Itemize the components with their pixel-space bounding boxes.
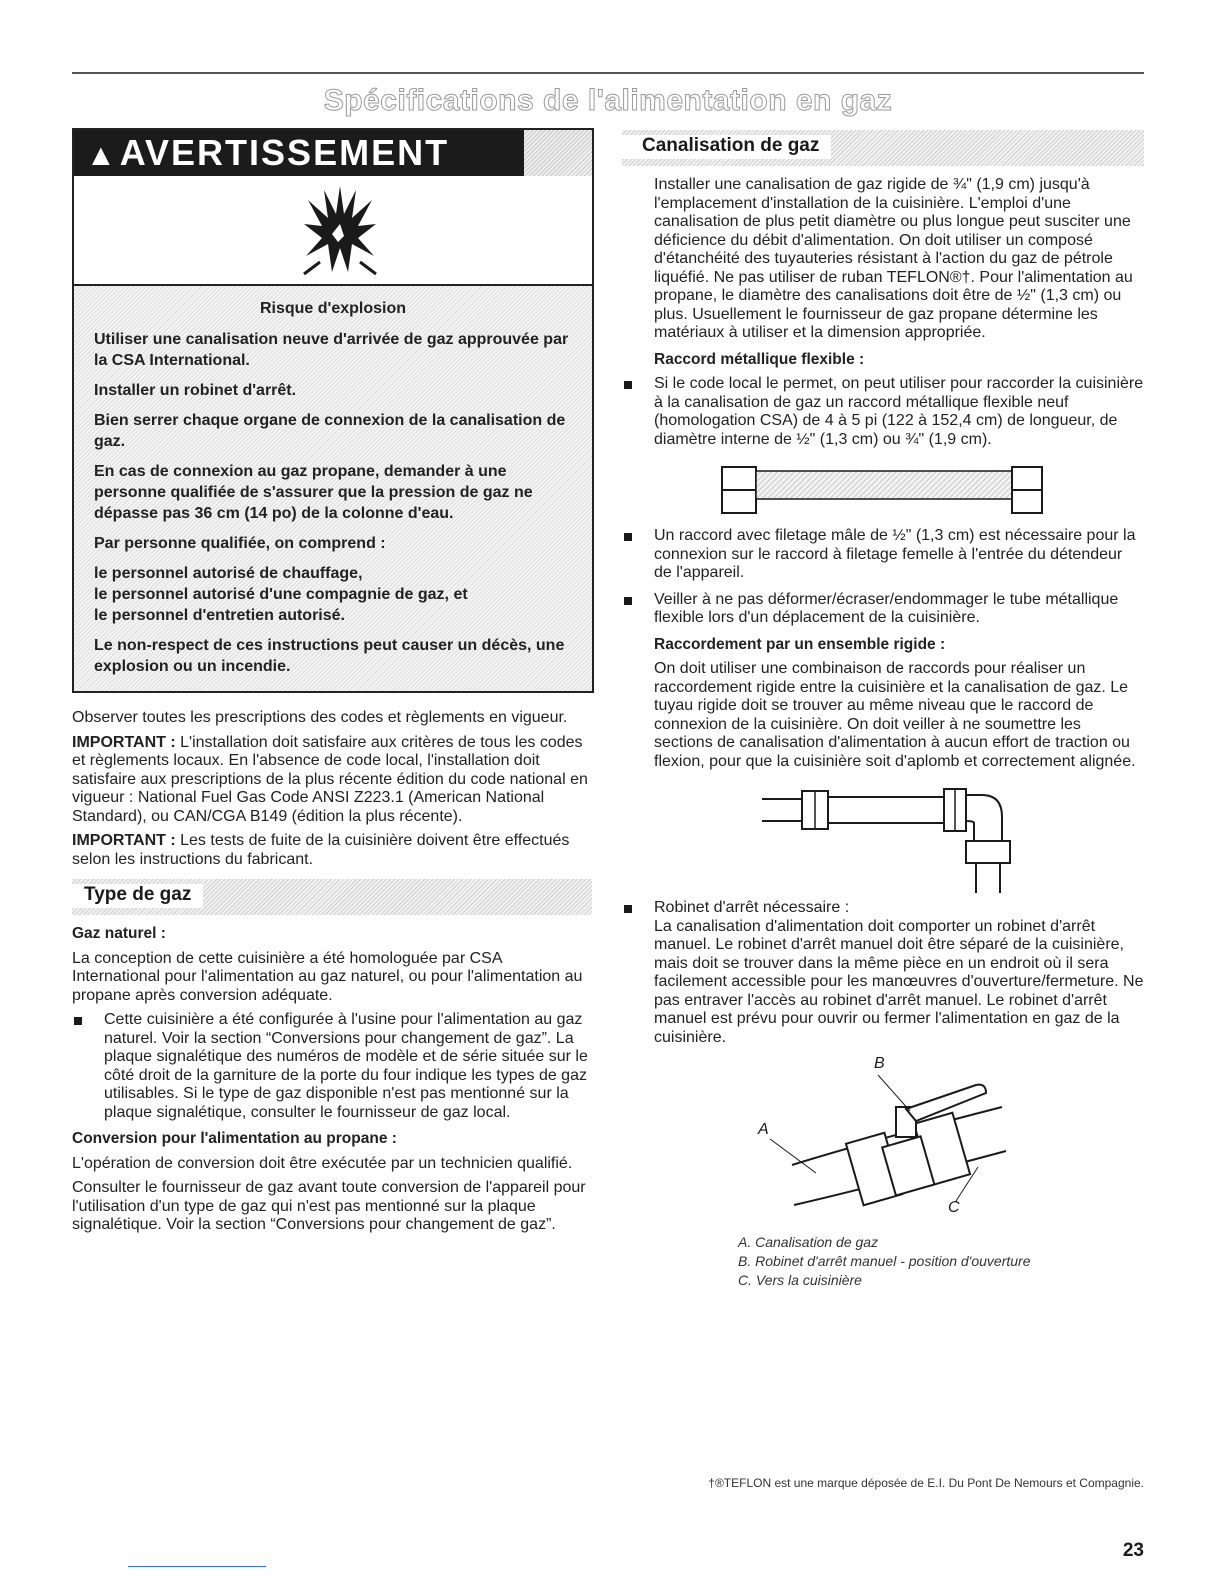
rigid-section	[622, 636, 1144, 772]
conversion-heading: Conversion pour l'alimentation au propane :	[72, 1130, 397, 1147]
important-paragraph	[72, 832, 592, 869]
warning-line: Utiliser une canalisation neuve d'arrivée de gaz approuvée par la CSA International.	[94, 331, 569, 369]
shutoff-valve-figure	[622, 1055, 1144, 1233]
conversion-text: L'opération de conversion doit être exécutée par un technicien qualifié.	[72, 1154, 573, 1172]
warning-qualified-item: le personnel autorisé d'une compagnie de gaz, et	[94, 586, 468, 603]
top-rule	[72, 72, 1144, 74]
valve-label-a: A	[758, 1121, 769, 1138]
left-column	[72, 128, 592, 1241]
rigid-connection-figure	[622, 777, 1144, 895]
warning-line: Par personne qualifiée, on comprend :	[94, 535, 386, 552]
conversion-text: Consulter le fournisseur de gaz avant toute conversion de l'appareil pour l'utilisation d'un type de gaz qui n'est pas mentionné sur la plaque signalétique. Voir la section “Conversions pour changement de gaz”.	[72, 1179, 586, 1233]
warning-triangle-icon: ▲	[86, 139, 118, 172]
important-label: IMPORTANT :	[72, 733, 176, 751]
gaz-naturel-list	[72, 1011, 592, 1122]
flex-section	[622, 375, 1144, 628]
flexible-connector-figure	[622, 457, 1144, 519]
list-item: Cette cuisinière a été configurée à l'usine pour l'alimentation au gaz naturel. Voir la section “Conversions pour changement de gaz”. La plaque signalétique des numéros de modèle et de série située sur le côté droit de la garniture de la porte du four indique les types de gaz utilisables. Si le type de gaz disponible n'est pas mentionné sur la plaque signalétique, consulter le fournisseur de gaz local.	[72, 1011, 592, 1122]
list-item: Si le code local le permet, on peut utiliser pour raccorder la cuisinière à la canalisation de gaz un raccord métallique flexible neuf (homologation CSA) de 4 à 5 pi (122 à 152,4 cm) de longueur, de diamètre interne de ½" (1,3 cm) ou ¾" (1,9 cm).	[622, 375, 1144, 449]
warning-risk-title: Risque d'explosion	[259, 300, 407, 317]
list-item	[622, 899, 1144, 1047]
warning-line: En cas de connexion au gaz propane, demander à une personne qualifiée de s'assurer que la pression de gaz ne dépasse pas 36 cm (14 po) de la colonne d'eau.	[94, 463, 533, 522]
caption-line: A. Canalisation de gaz	[738, 1234, 879, 1250]
warning-body	[74, 286, 592, 691]
list-item: Veiller à ne pas déformer/écraser/endommager le tube métallique flexible lors d'un déplacement de la cuisinière.	[622, 591, 1144, 628]
gaz-naturel-text: La conception de cette cuisinière a été homologuée par CSA International pour l'alimentation au gaz naturel, ou pour l'alimentation au propane après conversion adéquate.	[72, 949, 583, 1004]
page-number: 23	[1122, 1540, 1144, 1561]
canalisation-section	[622, 176, 1144, 369]
shutoff-title: Robinet d'arrêt nécessaire :	[654, 899, 850, 916]
page-title: Spécifications de l'alimentation en gaz	[323, 84, 893, 117]
canalisation-heading: Canalisation de gaz	[642, 135, 820, 156]
important-text: Les tests de fuite de la cuisinière doivent être effectués selon les instructions du fabricant.	[72, 832, 570, 868]
explosion-icon	[302, 184, 378, 276]
flex-list	[622, 375, 1144, 449]
warning-box	[72, 128, 594, 693]
warning-pictogram-area	[74, 176, 592, 286]
caption-line: C. Vers la cuisinière	[738, 1272, 862, 1288]
list-item: Un raccord avec filetage mâle de ½" (1,3 cm) est nécessaire pour la connexion sur le raccord à filetage femelle à l'entrée du détendeur de l'appareil.	[622, 527, 1144, 583]
type-de-gaz-heading-bar	[72, 879, 592, 915]
type-de-gaz-heading: Type de gaz	[84, 884, 192, 905]
valve-label-b: B	[874, 1055, 885, 1072]
warning-line: Bien serrer chaque organe de connexion de la canalisation de gaz.	[94, 412, 566, 450]
shutoff-list	[622, 899, 1144, 1047]
rigid-heading: Raccordement par un ensemble rigide :	[654, 635, 946, 653]
gaz-naturel-heading: Gaz naturel :	[72, 925, 166, 942]
important-text: L'installation doit satisfaire aux critères de tous les codes et règlements locaux. En l'absence de code local, l'installation doit satisfaire aux prescriptions de la plus récente édition du code national en vigueur : National Fuel Gas Code ANSI Z223.1 (American National Standard), ou CAN/CGA B149 (édition la plus récente).	[72, 733, 588, 825]
warning-final: Le non-respect de ces instructions peut causer un décès, une explosion ou un incendie.	[94, 637, 565, 675]
type-de-gaz-section	[72, 925, 592, 1235]
canalisation-heading-bar	[622, 130, 1144, 166]
valve-label-c: C	[948, 1199, 960, 1216]
intro-block	[72, 709, 592, 869]
rigid-text: On doit utiliser une combinaison de raccords pour réaliser un raccordement rigide entre la cuisinière et la canalisation de gaz. Le tuyau rigide doit se trouver au même niveau que le raccord de connexion de la cuisinière. On doit veiller à ne soumettre les sections de canalisation d'alimentation à aucun effort de traction ou flexion, pour que la cuisinière soit d'aplomb et correctement alignée.	[654, 660, 1136, 770]
valve-captions	[622, 1233, 1144, 1290]
observe-text: Observer toutes les prescriptions des codes et règlements en vigueur.	[72, 709, 568, 726]
caption-line: B. Robinet d'arrêt manuel - position d'ouverture	[738, 1253, 1031, 1269]
warning-label-bar	[74, 130, 524, 176]
important-paragraph	[72, 734, 592, 827]
flex-list-2	[622, 527, 1144, 628]
shutoff-section	[622, 899, 1144, 1047]
warning-qualified-item: le personnel d'entretien autorisé.	[94, 607, 345, 624]
warning-line: Installer un robinet d'arrêt.	[94, 382, 297, 399]
warning-qualified-item: le personnel autorisé de chauffage,	[94, 565, 363, 582]
important-label: IMPORTANT :	[72, 832, 176, 849]
flex-heading: Raccord métallique flexible :	[654, 350, 865, 368]
warning-label: AVERTISSEMENT	[119, 132, 450, 173]
warning-header	[74, 130, 592, 176]
canalisation-text: Installer une canalisation de gaz rigide de ¾" (1,9 cm) jusqu'à l'emplacement d'installation de la cuisinière. L'emploi d'une canalisation de plus petit diamètre ou plus longue peut susciter une déficience du débit d'alimentation. On doit utiliser un composé d'étanchéité des tuyauteries résistant à l'action du gaz de pétrole liquéfié. Ne pas utiliser de ruban TEFLON®†. Pour l'alimentation au propane, le diamètre des canalisations doit être de ½" (1,3 cm) ou plus. Usuellement le fournisseur de gaz propane détermine les matériaux à utiliser et la dimension appropriée.	[654, 176, 1133, 341]
shutoff-text: La canalisation d'alimentation doit comporter un robinet d'arrêt manuel. Le robinet d'arrêt manuel doit être séparé de la cuisinière, mais doit se trouver dans la même pièce en un endroit où il sera facilement accessible pour les manœuvres d'ouverture/fermeture. Ne pas entraver l'accès au robinet d'arrêt manuel. Le robinet d'arrêt manuel est prévu pour ouvrir ou fermer l'alimentation en gaz de la cuisinière.	[654, 917, 1144, 1046]
right-column	[622, 128, 1144, 1290]
bottom-link-line	[128, 1566, 266, 1567]
footnote: †®TEFLON est une marque déposée de E.I. Du Pont De Nemours et Compagnie.	[708, 1476, 1144, 1490]
